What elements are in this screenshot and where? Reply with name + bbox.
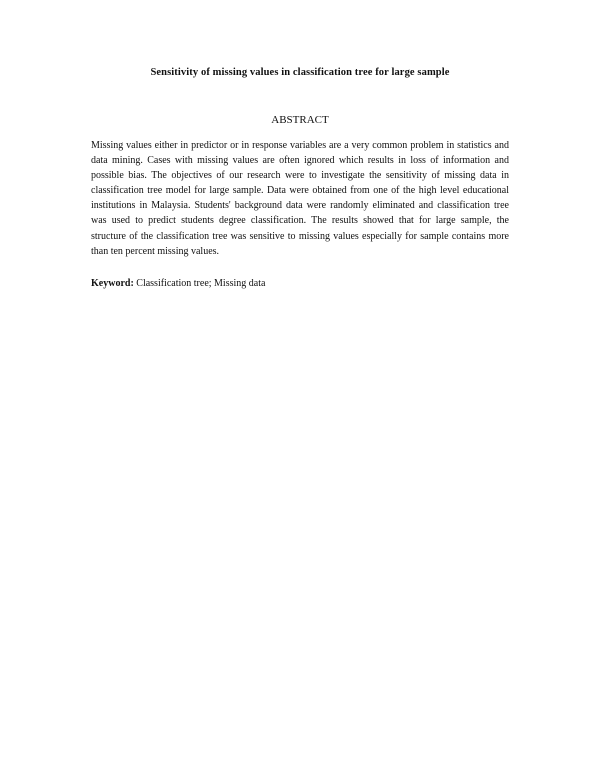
keywords-line xyxy=(91,277,509,291)
keyword-label: Keyword: xyxy=(91,278,134,289)
abstract-body: Missing values either in predictor or in response variables are a very common problem in statistics and data mining. Cases with missing values are often ignored which results in loss of information and possible bias. The objectives of our research were to investigate the sensitivity of missing data in classification tree model for large sample. Data were obtained from one of the high level educational institutions in Malaysia. Students' background data were randomly eliminated and classification tree was used to predict students degree classification. The results showed that for large sample, the structure of the classification tree was sensitive to missing values especially for sample contains more than ten percent missing values. xyxy=(91,140,509,257)
abstract-heading: ABSTRACT xyxy=(271,114,329,126)
keyword-list: Classification tree; Missing data xyxy=(133,278,266,289)
paper-title: Sensitivity of missing values in classification tree for large sample xyxy=(150,67,450,78)
